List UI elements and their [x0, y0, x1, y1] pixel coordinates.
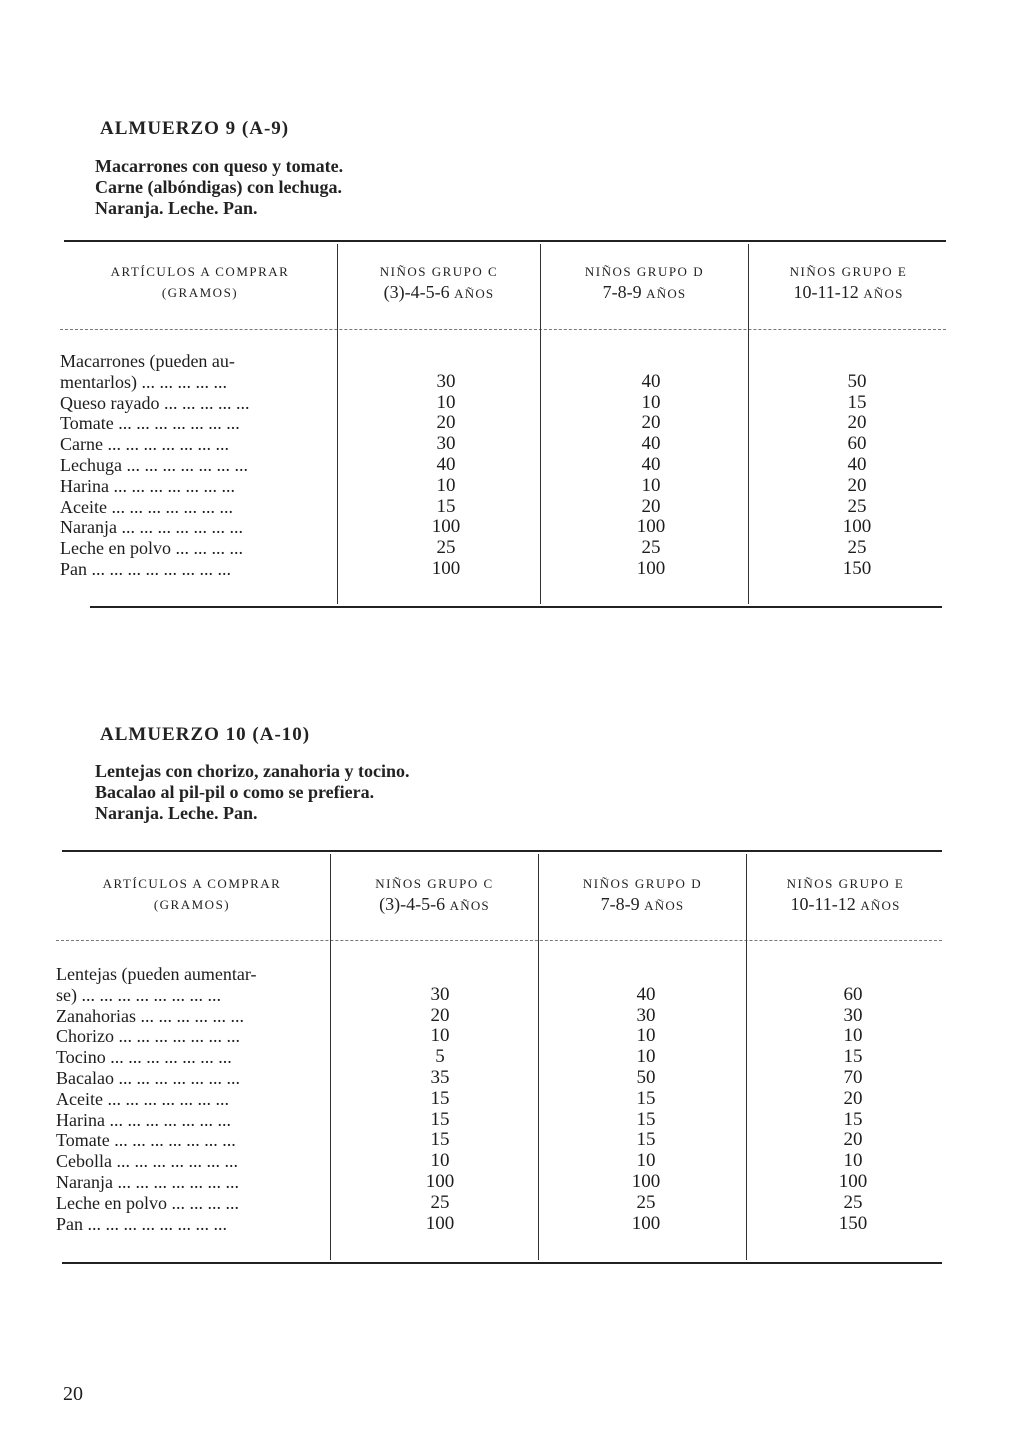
value-cell: 10 [843, 1025, 863, 1047]
value-cell: 5 [435, 1046, 445, 1068]
header-years: AÑOS [646, 286, 687, 301]
value-cell: 40 [847, 453, 867, 475]
lunch10-header-articles [56, 876, 328, 913]
value-cell: 40 [436, 453, 456, 475]
table-row: Aceite ... ... ... ... ... ... ... [56, 1088, 229, 1109]
value-cell: 10 [430, 1150, 450, 1172]
lunch10-col-divider [538, 854, 539, 1260]
value-cell [380, 964, 500, 985]
lunch10-header-group-c [333, 876, 536, 915]
value-cell: 15 [636, 1108, 656, 1130]
value-cell: 100 [842, 516, 872, 538]
table-row: Aceite ... ... ... ... ... ... ... [60, 496, 233, 517]
value-cell [793, 964, 913, 985]
table-row: Pan ... ... ... ... ... ... ... ... [56, 1213, 227, 1234]
value-cell: 70 [843, 1066, 863, 1088]
table-row: Tocino ... ... ... ... ... ... ... [56, 1047, 232, 1068]
table-row: Lechuga ... ... ... ... ... ... ... [60, 454, 248, 475]
lunch10-title: ALMUERZO 10 (A-10) [100, 724, 311, 745]
header-line [751, 282, 946, 303]
lunch9-values-group-e [797, 351, 917, 580]
value-cell [591, 351, 711, 372]
lunch10-top-rule [62, 850, 942, 852]
lunch9-col-divider [748, 244, 749, 604]
lunch9-values-group-c [386, 351, 506, 580]
table-row: Queso rayado ... ... ... ... ... [60, 392, 250, 413]
table-row: Zanahorias ... ... ... ... ... ... [56, 1005, 244, 1026]
value-cell: 30 [436, 370, 456, 392]
value-cell [797, 351, 917, 372]
value-cell: 100 [431, 557, 461, 579]
value-cell: 25 [436, 537, 456, 559]
value-cell: 30 [636, 1004, 656, 1026]
value-cell: 20 [847, 474, 867, 496]
value-cell: 50 [636, 1066, 656, 1088]
value-cell: 100 [425, 1170, 455, 1192]
table-row: Harina ... ... ... ... ... ... ... [56, 1109, 231, 1130]
value-cell: 60 [843, 983, 863, 1005]
lunch9-items [60, 351, 335, 580]
page-number: 20 [63, 1383, 83, 1405]
table-row: Leche en polvo ... ... ... ... [56, 1192, 239, 1213]
value-cell: 30 [430, 983, 450, 1005]
lunch9-header-rule [60, 329, 946, 330]
value-cell: 50 [847, 370, 867, 392]
value-cell: 100 [636, 557, 666, 579]
header-ages: 10-11-12 [790, 894, 856, 914]
lunch9-menu-line: Carne (albóndigas) con lechuga. [95, 177, 343, 197]
value-cell: 10 [636, 1025, 656, 1047]
table-row: Harina ... ... ... ... ... ... ... [60, 475, 235, 496]
value-cell: 100 [631, 1212, 661, 1234]
table-row: Chorizo ... ... ... ... ... ... ... [56, 1026, 240, 1047]
value-cell: 40 [641, 433, 661, 455]
value-cell: 20 [843, 1129, 863, 1151]
value-cell: 15 [847, 391, 867, 413]
table-row: Carne ... ... ... ... ... ... ... [60, 434, 229, 455]
value-cell: 10 [636, 1046, 656, 1068]
table-row: Tomate ... ... ... ... ... ... ... [60, 413, 240, 434]
lunch10-items [56, 964, 331, 1234]
lunch10-menu-line: Lentejas con chorizo, zanahoria y tocino. [95, 761, 410, 781]
header-years: AÑOS [449, 898, 490, 913]
header-line [340, 282, 538, 303]
header-ages: (3)-4-5-6 [383, 282, 450, 302]
value-cell: 15 [843, 1108, 863, 1130]
table-row: Leche en polvo ... ... ... ... [60, 538, 243, 559]
value-cell: 15 [843, 1046, 863, 1068]
value-cell: 15 [430, 1129, 450, 1151]
value-cell: 30 [436, 433, 456, 455]
lunch10-menu [95, 761, 409, 824]
lunch10-values-group-e [793, 964, 913, 1234]
header-years: AÑOS [863, 286, 904, 301]
value-cell: 25 [843, 1191, 863, 1213]
value-cell [586, 964, 706, 985]
header-line: ARTÍCULOS A COMPRAR [102, 876, 282, 891]
value-cell: 15 [636, 1087, 656, 1109]
table-row: Naranja ... ... ... ... ... ... ... [56, 1171, 239, 1192]
lunch9-header-group-e [751, 264, 946, 303]
table-row: Tomate ... ... ... ... ... ... ... [56, 1130, 236, 1151]
lunch10-header-group-d [541, 876, 744, 915]
lunch9-menu-line: Macarrones con queso y tomate. [95, 156, 344, 176]
value-cell: 150 [838, 1212, 868, 1234]
header-ages: 7-8-9 [600, 894, 640, 914]
value-cell: 10 [641, 391, 661, 413]
header-ages: (3)-4-5-6 [379, 894, 446, 914]
value-cell: 100 [838, 1170, 868, 1192]
value-cell: 10 [436, 474, 456, 496]
lunch10-menu-line: Naranja. Leche. Pan. [95, 803, 258, 823]
lunch9-col-divider [337, 244, 338, 604]
header-years: AÑOS [860, 898, 901, 913]
table-row: mentarlos) ... ... ... ... ... [60, 371, 227, 392]
header-line: (GRAMOS) [153, 897, 231, 912]
value-cell: 10 [636, 1150, 656, 1172]
value-cell: 150 [842, 557, 872, 579]
value-cell: 25 [641, 537, 661, 559]
value-cell: 25 [847, 495, 867, 517]
lunch10-header-group-e [749, 876, 942, 915]
lunch9-values-group-d [591, 351, 711, 580]
lunch9-col-divider [540, 244, 541, 604]
lunch10-values-group-d [586, 964, 706, 1234]
table-row: se) ... ... ... ... ... ... ... ... [56, 984, 221, 1005]
value-cell: 20 [843, 1087, 863, 1109]
value-cell: 60 [847, 433, 867, 455]
value-cell: 100 [631, 1170, 661, 1192]
lunch9-top-rule [64, 240, 946, 242]
lunch10-bottom-rule [62, 1262, 942, 1264]
header-line: NIÑOS GRUPO E [786, 876, 905, 891]
header-line: NIÑOS GRUPO C [375, 876, 494, 891]
table-row: Naranja ... ... ... ... ... ... ... [60, 517, 243, 538]
table-row: Lentejas (pueden aumentar- [56, 964, 257, 984]
value-cell: 25 [636, 1191, 656, 1213]
lunch9-title: ALMUERZO 9 (A-9) [100, 118, 290, 139]
lunch10-menu-line: Bacalao al pil-pil o como se prefiera. [95, 782, 375, 802]
header-line [541, 894, 744, 915]
value-cell: 15 [636, 1129, 656, 1151]
value-cell: 20 [430, 1004, 450, 1026]
value-cell: 10 [430, 1025, 450, 1047]
value-cell: 25 [430, 1191, 450, 1213]
value-cell: 35 [430, 1066, 450, 1088]
table-row: Macarrones (pueden au- [60, 351, 235, 371]
value-cell: 100 [431, 516, 461, 538]
header-line [543, 282, 746, 303]
value-cell [386, 351, 506, 372]
value-cell: 20 [641, 495, 661, 517]
lunch10-col-divider [746, 854, 747, 1260]
value-cell: 10 [436, 391, 456, 413]
value-cell: 20 [436, 412, 456, 434]
header-line: ARTÍCULOS A COMPRAR [110, 264, 290, 279]
value-cell: 100 [636, 516, 666, 538]
lunch10-header-rule [56, 940, 942, 941]
value-cell: 20 [641, 412, 661, 434]
lunch9-menu-line: Naranja. Leche. Pan. [95, 198, 258, 218]
table-row: Cebolla ... ... ... ... ... ... ... [56, 1151, 238, 1172]
header-ages: 7-8-9 [602, 282, 642, 302]
value-cell: 15 [430, 1108, 450, 1130]
value-cell: 40 [641, 453, 661, 475]
lunch10-values-group-c [380, 964, 500, 1234]
header-line [749, 894, 942, 915]
header-years: AÑOS [454, 286, 495, 301]
lunch9-menu [95, 156, 343, 219]
header-line: (GRAMOS) [161, 285, 239, 300]
table-row: Pan ... ... ... ... ... ... ... ... [60, 558, 231, 579]
lunch9-header-articles [64, 264, 336, 301]
value-cell: 30 [843, 1004, 863, 1026]
lunch9-header-group-c [340, 264, 538, 303]
header-line [333, 894, 536, 915]
header-ages: 10-11-12 [793, 282, 859, 302]
table-row: Bacalao ... ... ... ... ... ... ... [56, 1067, 240, 1088]
header-line: NIÑOS GRUPO E [789, 264, 908, 279]
header-line: NIÑOS GRUPO C [379, 264, 499, 279]
value-cell: 10 [641, 474, 661, 496]
value-cell: 10 [843, 1150, 863, 1172]
value-cell: 15 [430, 1087, 450, 1109]
value-cell: 40 [641, 370, 661, 392]
value-cell: 20 [847, 412, 867, 434]
value-cell: 25 [847, 537, 867, 559]
lunch9-header-group-d [543, 264, 746, 303]
header-line: NIÑOS GRUPO D [584, 264, 705, 279]
lunch9-bottom-rule [90, 606, 942, 608]
value-cell: 15 [436, 495, 456, 517]
value-cell: 100 [425, 1212, 455, 1234]
header-line: NIÑOS GRUPO D [582, 876, 703, 891]
header-years: AÑOS [644, 898, 685, 913]
value-cell: 40 [636, 983, 656, 1005]
